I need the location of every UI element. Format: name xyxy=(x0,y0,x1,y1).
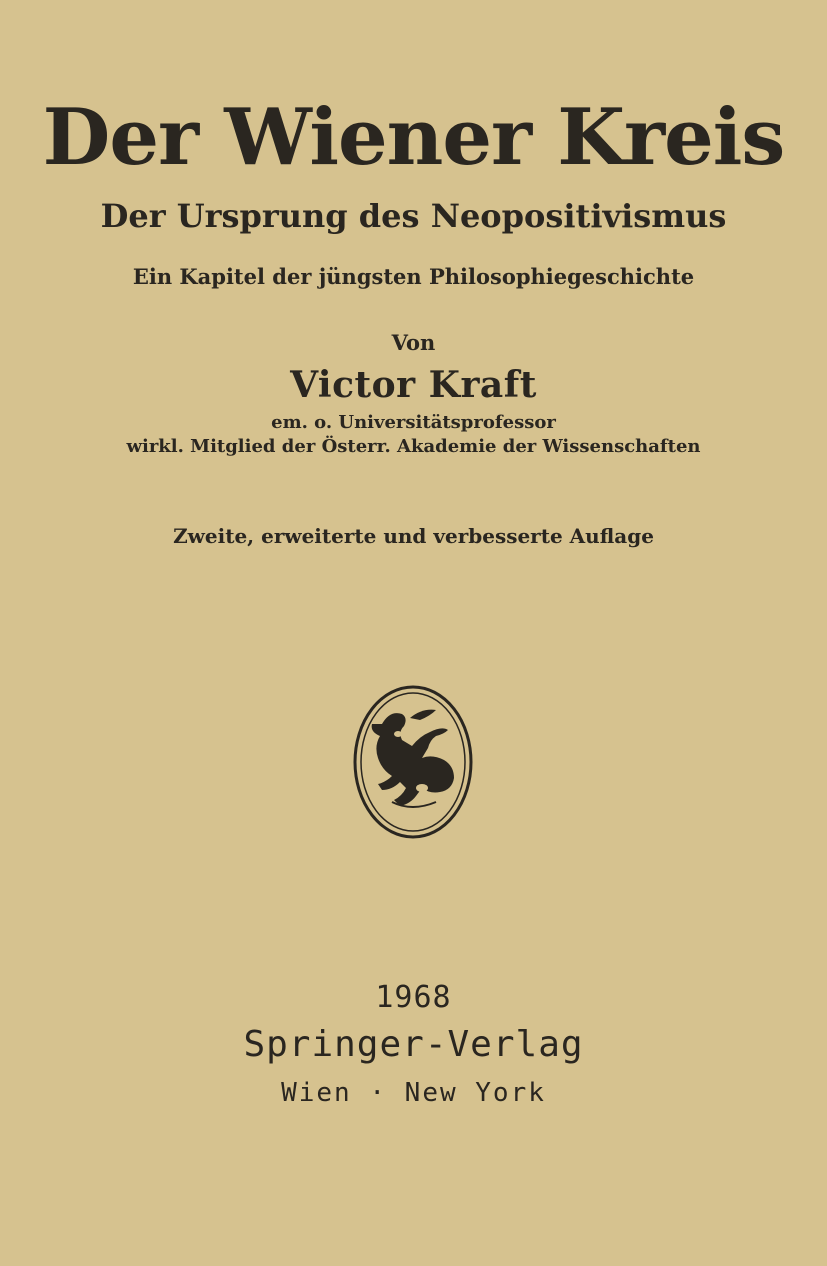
edition-note: Zweite, erweiterte und verbesserte Auflage xyxy=(173,524,654,548)
author-name: Victor Kraft xyxy=(290,364,537,406)
publisher-name: Springer-Verlag xyxy=(243,1024,584,1065)
author-affiliation-1: em. o. Universitätsprofessor xyxy=(271,412,556,433)
book-subtitle: Der Ursprung des Neopositivismus xyxy=(100,197,727,235)
publication-year: 1968 xyxy=(375,980,452,1015)
publication-place: Wien · New York xyxy=(281,1078,546,1108)
springer-knight-emblem-icon xyxy=(352,684,474,840)
book-tagline: Ein Kapitel der jüngsten Philosophiegeschichte xyxy=(132,264,695,289)
book-title: Der Wiener Kreis xyxy=(42,92,785,183)
by-label: Von xyxy=(391,330,436,355)
author-affiliation-2: wirkl. Mitglied der Österr. Akademie der Wissenschaften xyxy=(126,436,701,457)
